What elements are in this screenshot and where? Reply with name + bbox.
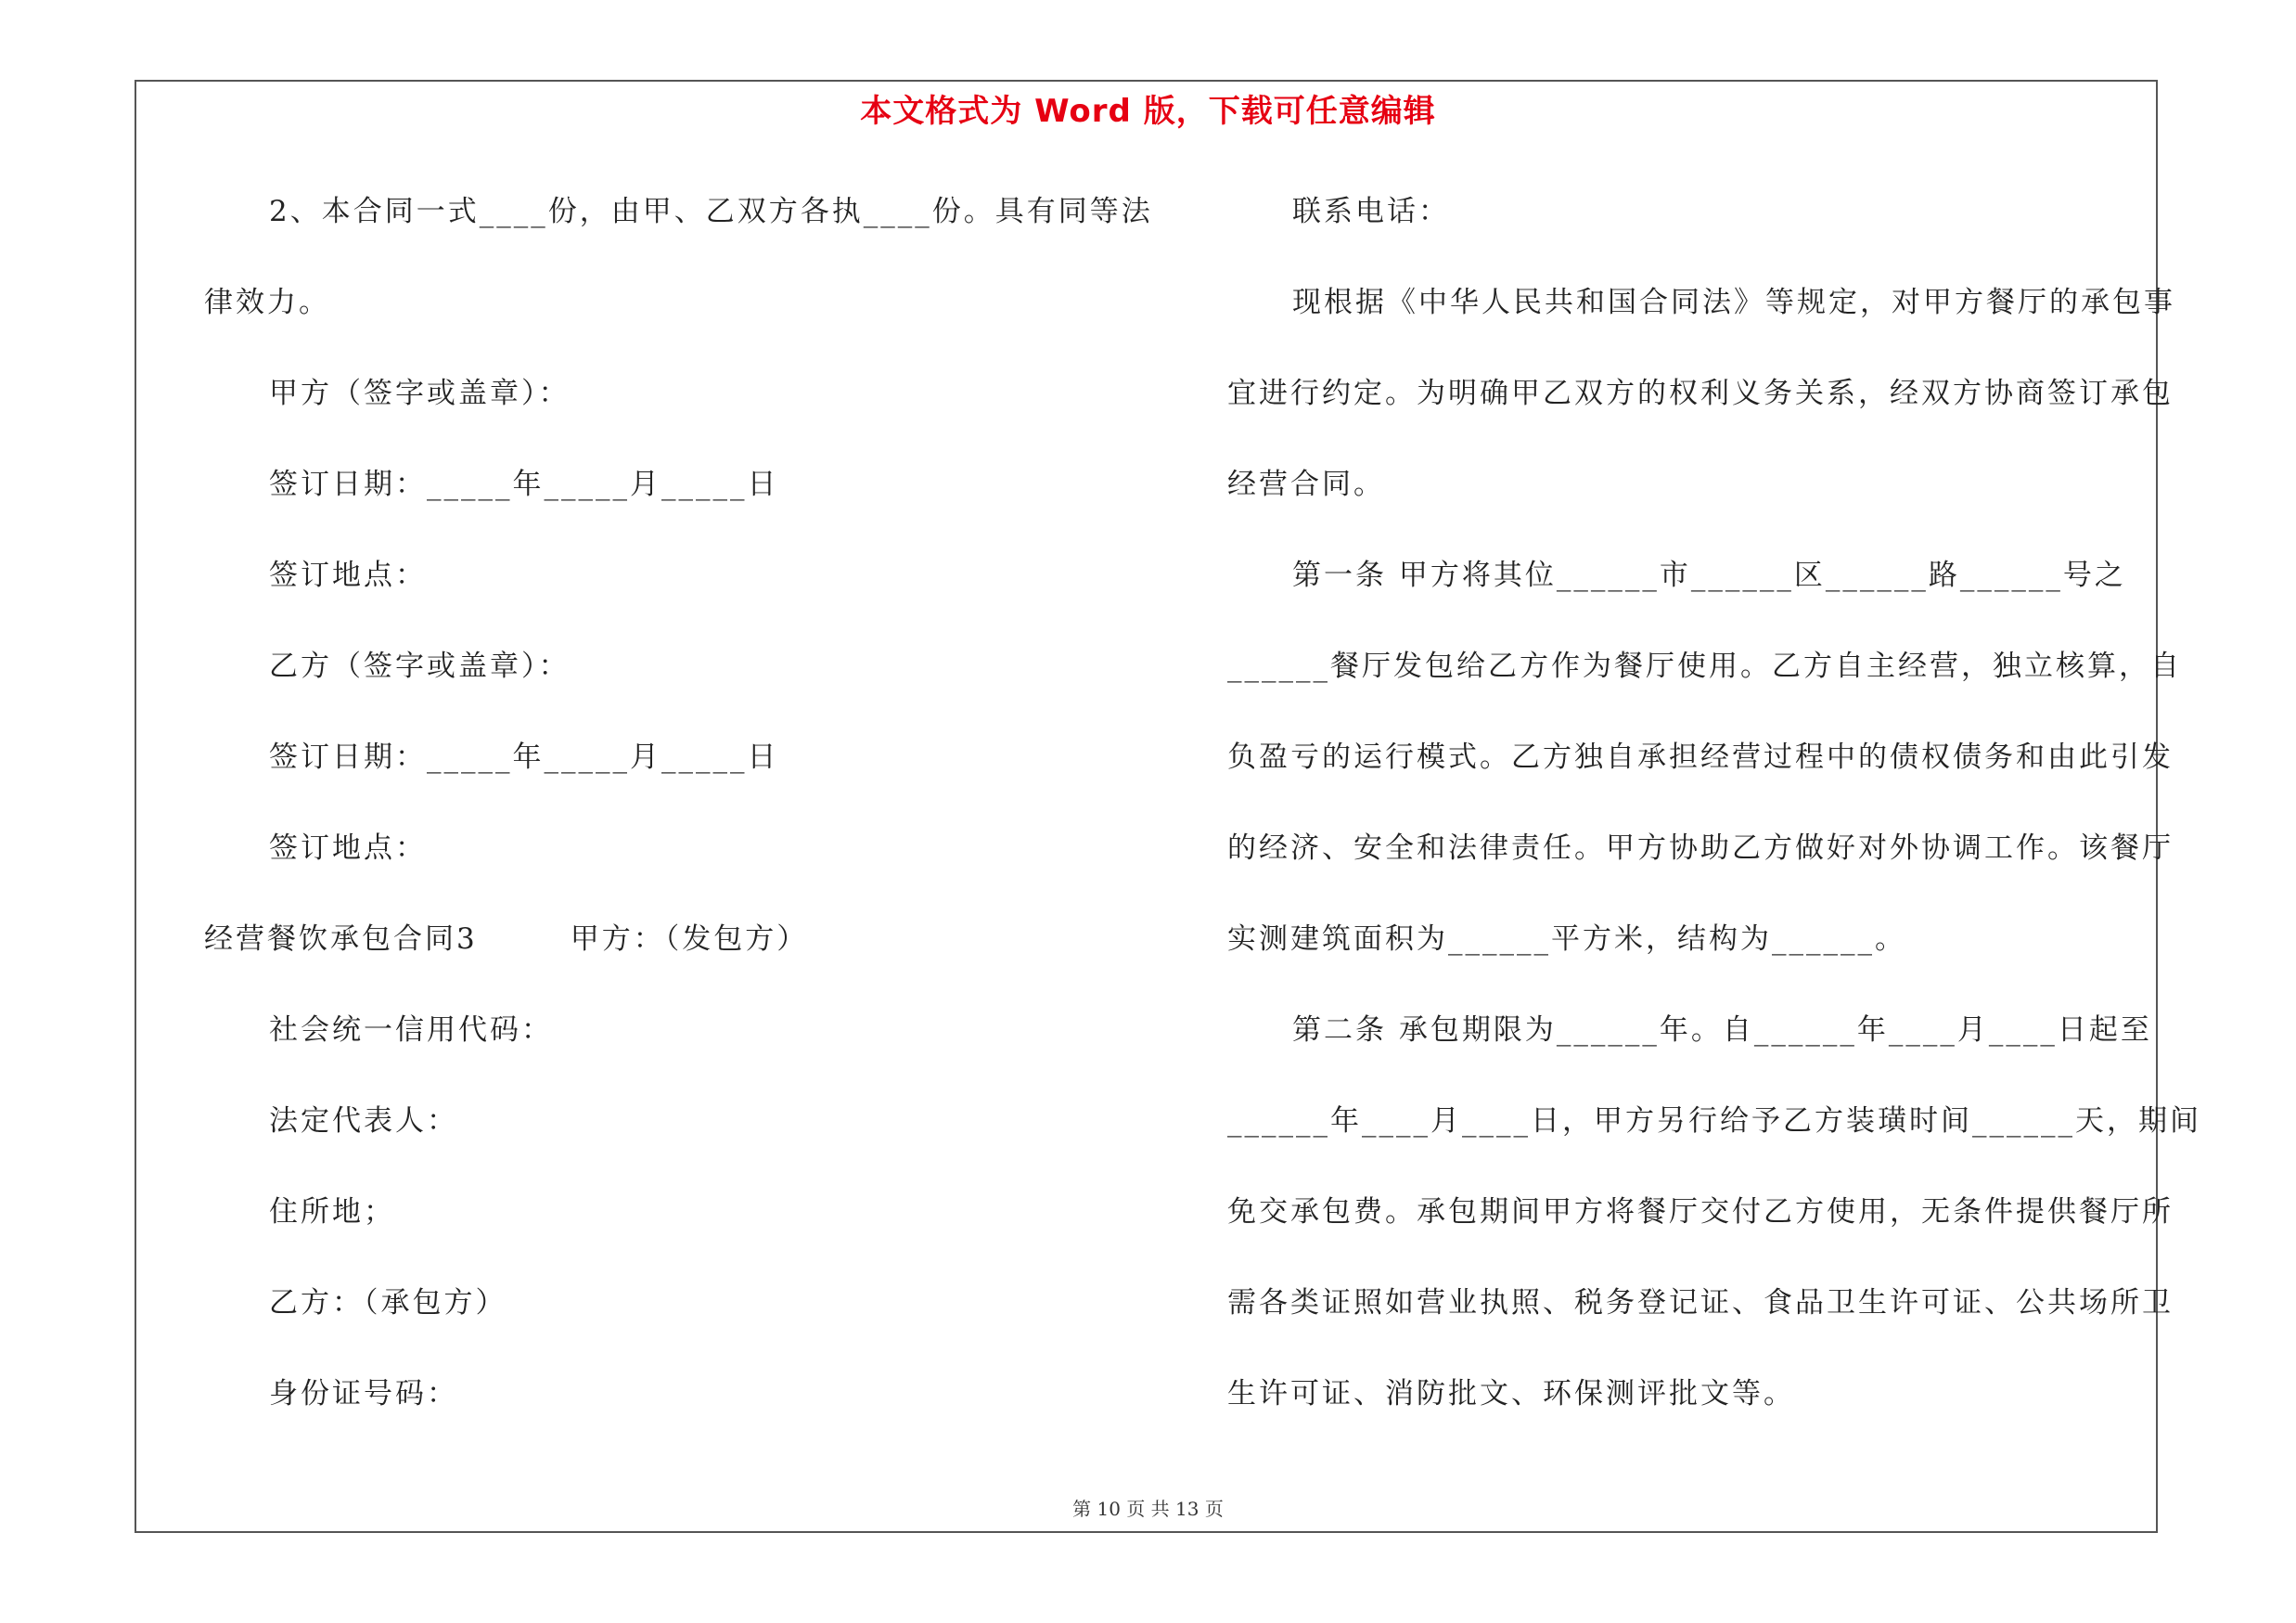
line-text: 社会统一信用代码： xyxy=(269,1013,553,1047)
line-suffix-text: 甲方：（发包方） xyxy=(570,922,809,956)
text-line xyxy=(1227,813,2174,904)
text-line xyxy=(204,358,1150,449)
word-format-banner: 本文格式为 Word 版，下载可任意编辑 xyxy=(860,93,1436,130)
line-text: 住所地； xyxy=(269,1195,395,1229)
line-text: 现根据《中华人民共和国合同法》等规定，对甲方餐厅的承包事 xyxy=(1292,286,2175,319)
text-line xyxy=(204,1268,1150,1359)
line-text: 签订地点： xyxy=(269,831,427,865)
text-line xyxy=(204,813,1150,904)
line-text: ______年____月____日，甲方另行给予乙方装璜时间______天，期间 xyxy=(1227,1104,2201,1138)
line-text: 生许可证、消防批文、环保测评批文等。 xyxy=(1227,1377,1795,1410)
text-line xyxy=(204,449,1150,540)
line-text: 第二条 承包期限为______年。自______年____月____日起至 xyxy=(1292,1013,2152,1047)
text-line xyxy=(204,540,1150,631)
page-number-footer: 第 10 页 共 13 页 xyxy=(1072,1498,1224,1520)
text-line xyxy=(1227,1359,2148,1449)
text-line xyxy=(1227,267,2175,358)
line-text: 签订地点： xyxy=(269,559,427,592)
line-text: 签订日期：_____年_____月_____日 xyxy=(269,468,779,501)
line-text: 2、本合同一式____份，由甲、乙双方各执____份。具有同等法 xyxy=(269,195,1153,228)
text-line xyxy=(204,267,1150,358)
line-text: 负盈亏的运行模式。乙方独自承担经营过程中的债权债务和由此引发 xyxy=(1227,741,2174,774)
text-line xyxy=(1227,1086,2201,1177)
line-text: 第一条 甲方将其位______市______区______路______号之 xyxy=(1292,559,2126,592)
line-text: 甲方（签字或盖章）： xyxy=(269,377,571,410)
text-line xyxy=(204,176,1153,267)
line-text: 的经济、安全和法律责任。甲方协助乙方做好对外协调工作。该餐厅 xyxy=(1227,831,2174,865)
line-text: 经营餐饮承包合同3 xyxy=(204,922,478,956)
line-text: 乙方（签字或盖章）： xyxy=(269,650,571,683)
line-text: 律效力。 xyxy=(204,286,330,319)
text-line xyxy=(1227,722,2174,813)
text-line xyxy=(204,995,1150,1086)
right-column xyxy=(1227,176,2201,1449)
text-line xyxy=(1227,904,2148,995)
text-line xyxy=(204,722,1150,813)
text-line xyxy=(1227,449,2148,540)
text-line xyxy=(1227,176,2148,267)
text-line xyxy=(1227,540,2148,631)
line-text: 宜进行约定。为明确甲乙双方的权利义务关系，经双方协商签订承包 xyxy=(1227,377,2174,410)
text-line xyxy=(1227,995,2152,1086)
line-text: 法定代表人： xyxy=(269,1104,458,1138)
line-text: 免交承包费。承包期间甲方将餐厅交付乙方使用，无条件提供餐厅所 xyxy=(1227,1195,2174,1229)
text-line xyxy=(204,1359,1150,1449)
text-line xyxy=(1227,631,2182,722)
text-line xyxy=(1227,1268,2174,1359)
text-line xyxy=(204,1086,1150,1177)
text-line xyxy=(204,631,1150,722)
line-text: 身份证号码： xyxy=(269,1377,458,1410)
line-text: 经营合同。 xyxy=(1227,468,1385,501)
text-line xyxy=(204,904,1150,995)
line-text: 联系电话： xyxy=(1292,195,1450,228)
text-line xyxy=(1227,358,2174,449)
line-text: 签订日期：_____年_____月_____日 xyxy=(269,741,779,774)
line-text: 需各类证照如营业执照、税务登记证、食品卫生许可证、公共场所卫 xyxy=(1227,1286,2174,1320)
left-column xyxy=(204,176,1153,1449)
line-text: ______餐厅发包给乙方作为餐厅使用。乙方自主经营，独立核算，自 xyxy=(1227,650,2182,683)
line-text: 乙方：（承包方） xyxy=(269,1286,507,1320)
line-text: 实测建筑面积为______平方米，结构为______。 xyxy=(1227,922,1906,956)
text-line xyxy=(204,1177,1150,1268)
text-line xyxy=(1227,1177,2174,1268)
